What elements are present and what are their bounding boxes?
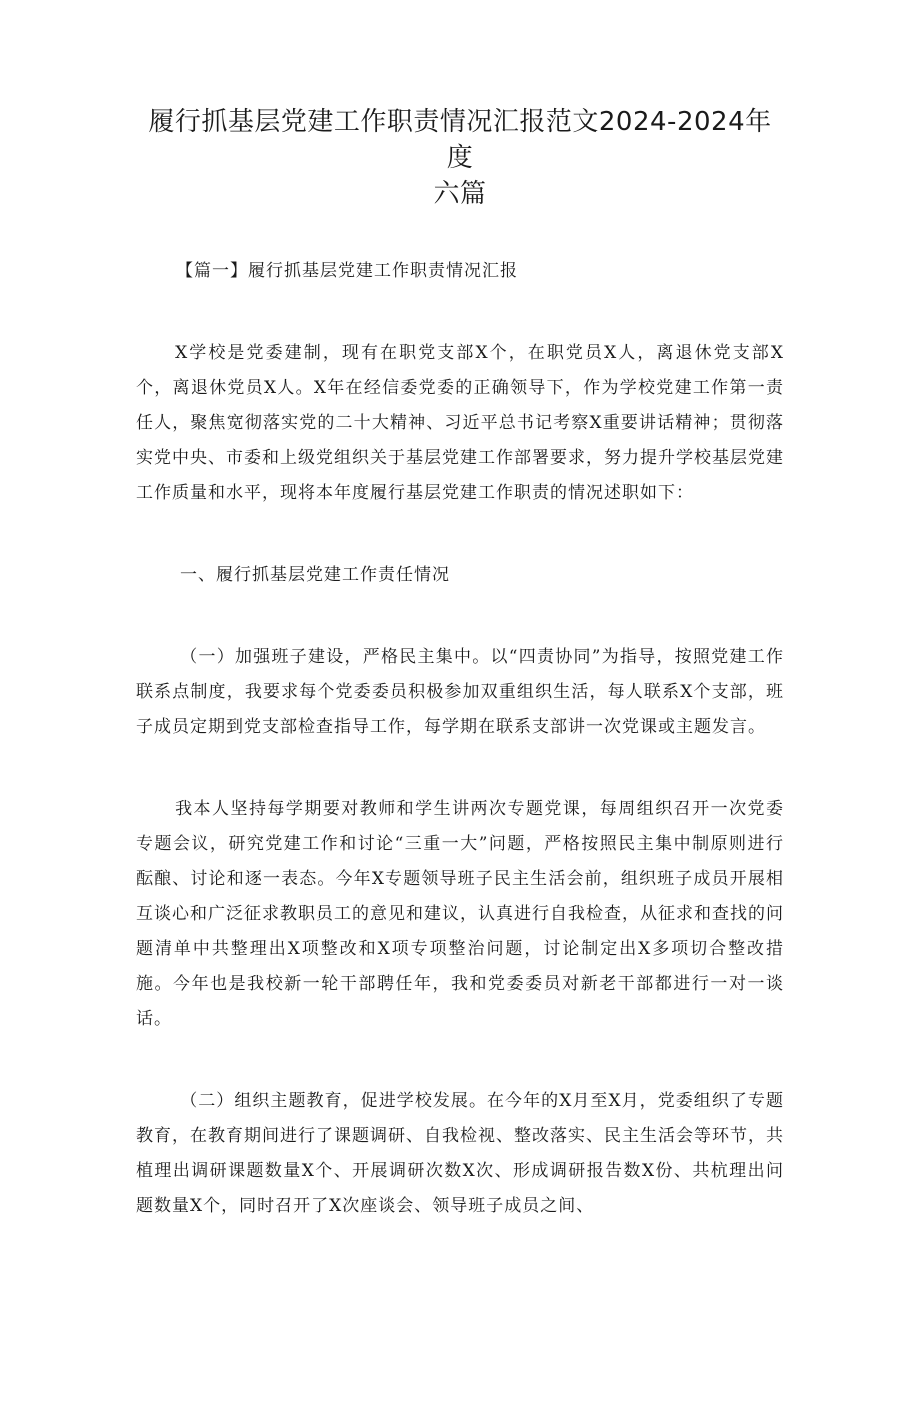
heading-part-one: 一、履行抓基层党建工作责任情况 [180,565,450,585]
title-line-1: 履行抓基层党建工作职责情况汇报范文2024-2024年度 [148,107,772,173]
document-page [0,104,920,1405]
title-line-2: 六篇 [433,179,487,209]
paragraph-intro: X学校是党委建制，现有在职党支部X个，在职党员X人，离退休党支部X个，离退休党员X人。X年在经信委党委的正确领导下，作为学校党建工作第一责任人，聚焦宽彻落实党的二十大精神、习近平总书记考察X重要讲话精神；贯彻落实党中央、市委和上级党组织关于基层党建工作部署要求，努力提升学校基层党建工作质量和水平，现将本年度履行基层党建工作职责的情况述职如下： [136,343,784,503]
paragraph-thematic-education: （二）组织主题教育，促进学校发展。在今年的X月至X月，党委组织了专题教育，在教育期间进行了课题调研、自我检视、整改落实、民主生活会等环节，共植理出调研课题数量X个、开展调研次数X次、形成调研报告数X份、共杭理出问题数量X个，同时召开了X次座谈会、领导班子成员之间、 [136,1091,784,1216]
document-title [136,104,784,212]
section-label: 【篇一】履行抓基层党建工作职责情况汇报 [176,261,518,281]
paragraph-personal-practice: 我本人坚持每学期要对教师和学生讲两次专题党课，每周组织召开一次党委专题会议，研究党建工作和讨论“三重一大”问题，严格按照民主集中制原则进行酝酿、讨论和逐一表态。今年X专题领导班子民主生活会前，组织班子成员开展相互谈心和广泛征求教职员工的意见和建议，认真进行自我检查，从征求和查找的问题清单中共整理出X项整改和X项专项整治问题，讨论制定出X多项切合整改措施。今年也是我校新一轮干部聘任年，我和党委委员对新老干部都进行一对一谈话。 [136,799,784,1029]
paragraph-team-building: （一）加强班子建设，严格民主集中。以“四责协同”为指导，按照党建工作联系点制度，我要求每个党委委员积极参加双重组织生活，每人联系X个支部，班子成员定期到党支部检查指导工作，每学期在联系支部讲一次党课或主题发言。 [136,647,784,737]
